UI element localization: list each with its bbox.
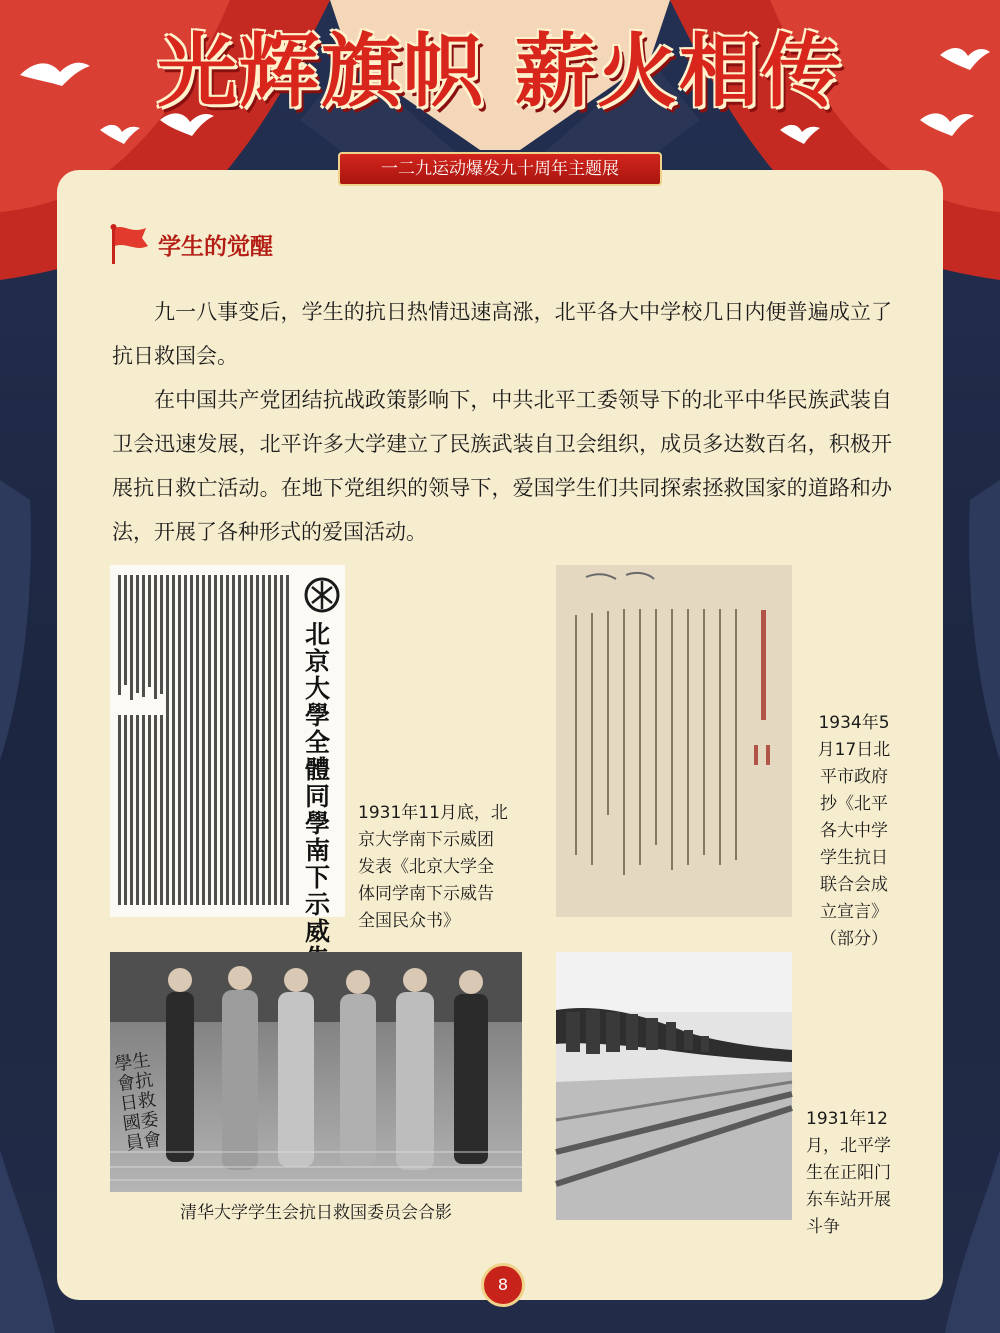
caption-line: 东车站开展 bbox=[806, 1190, 891, 1210]
title-banner bbox=[0, 22, 1000, 132]
group-photo-caption: 清华大学学生会抗日救国委员会合影 bbox=[180, 1203, 452, 1223]
section-title: 学生的觉醒 bbox=[158, 234, 273, 260]
caption-line: 发表《北京大学全 bbox=[358, 857, 494, 877]
caption-line: 体同学南下示威告 bbox=[358, 884, 494, 904]
caption-line: 斗争 bbox=[806, 1217, 840, 1237]
group-photo-inscription: 學生會抗日救國委員會 bbox=[113, 1049, 163, 1155]
manuscript-caption bbox=[804, 710, 904, 953]
caption-line: 月17日北 bbox=[817, 740, 891, 760]
caption-line: 1934年5 bbox=[818, 713, 890, 733]
caption-line: 1931年11月底，北 bbox=[358, 803, 508, 823]
caption-line: 全国民众书》 bbox=[358, 911, 460, 931]
station-photo-scene bbox=[556, 952, 792, 1220]
group-photo-scene bbox=[110, 952, 522, 1192]
newspaper-headline: 北京大學全體同學南下示威 bbox=[305, 620, 331, 946]
caption-line: 各大中学 bbox=[820, 821, 888, 841]
caption-line: 京大学南下示威团 bbox=[358, 830, 494, 850]
caption-line: 平市政府 bbox=[820, 767, 888, 787]
manuscript-image bbox=[556, 565, 792, 917]
group-photo-image bbox=[110, 952, 522, 1192]
caption-line: 学生抗日 bbox=[820, 848, 888, 868]
page-title: 光辉旗帜 薪火相传 bbox=[157, 25, 843, 118]
caption-line: 月，北平学 bbox=[806, 1136, 891, 1156]
newspaper-caption bbox=[358, 800, 528, 935]
page-number-badge: 8 bbox=[481, 1263, 525, 1307]
newspaper-clipping-image bbox=[110, 565, 345, 946]
station-photo-caption bbox=[806, 1106, 916, 1241]
exhibition-subtitle: 一二九运动爆发九十周年主题展 bbox=[338, 152, 662, 186]
caption-line: （部分） bbox=[820, 929, 888, 949]
caption-line: 生在正阳门 bbox=[806, 1163, 891, 1183]
station-photo-image bbox=[556, 952, 792, 1220]
paragraph-1: 九一八事变后，学生的抗日热情迅速高涨，北平各大中学校几日内便普遍成立了抗日救国会。 bbox=[112, 300, 892, 368]
body-text bbox=[112, 290, 892, 554]
caption-line: 抄《北平 bbox=[820, 794, 888, 814]
red-flag-icon bbox=[108, 222, 152, 266]
paragraph-2: 在中国共产党团结抗战政策影响下，中共北平工委领导下的北平中华民族武装自卫会迅速发展，北平许多大学建立了民族武装自卫会组织，成员多达数百名，积极开展抗日救亡活动。在地下党组织的领导下，爱国学生们共同探索拯救国家的道路和办法，开展了各种形式的爱国活动。 bbox=[112, 388, 892, 544]
caption-line: 联合会成 bbox=[820, 875, 888, 895]
caption-line: 1931年12 bbox=[806, 1109, 888, 1129]
caption-line: 立宣言》 bbox=[820, 902, 888, 922]
handwritten-columns bbox=[556, 565, 792, 917]
